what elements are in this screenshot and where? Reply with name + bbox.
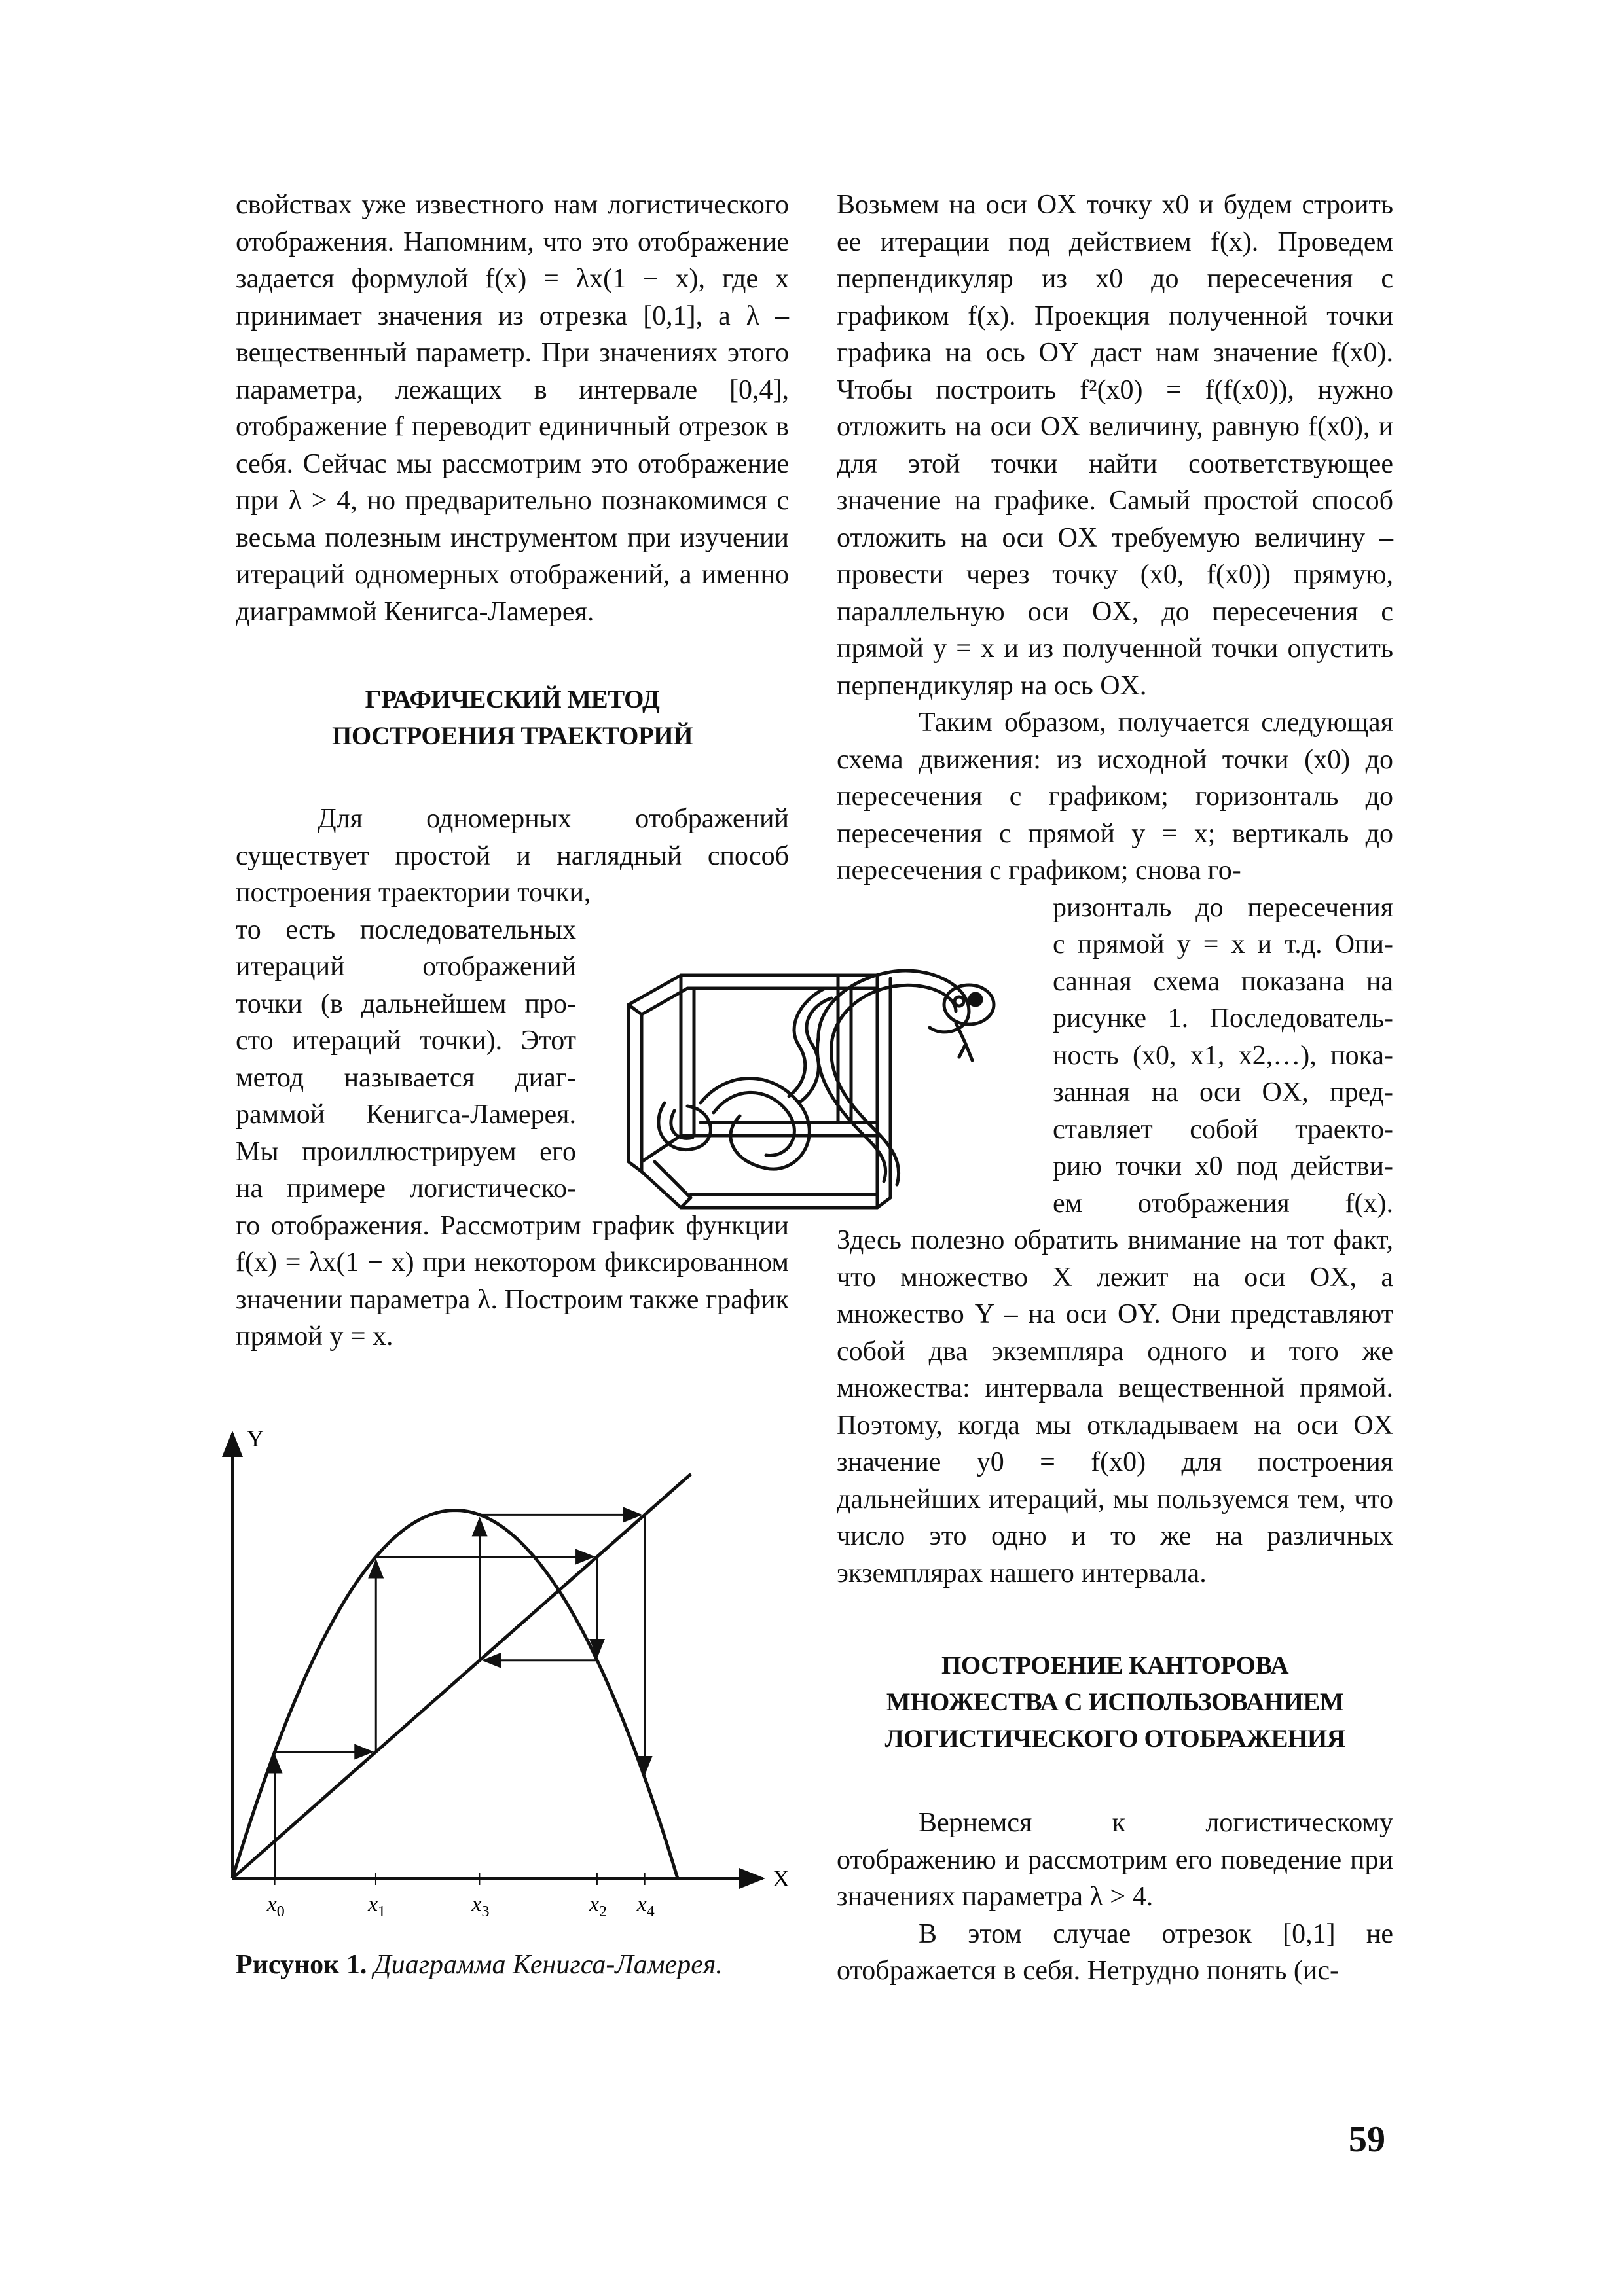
left-line: метод называется диаг- bbox=[236, 1062, 576, 1093]
left-paragraph-1: свойствах уже известного нам логистического отображения. Напомним, что это отображение задается формулой f(x) = λx(1 − x), где x принимает значения из отрезка [0,1], а λ – вещественный параметр. При значениях этого параметра, лежащих в интервале [0,4], отображение f переводит единичный отрезок в себя. Сейчас мы рассмотрим это отображение при λ > 4, но предварительно познакомимся с весьма полезным инструментом при изучении итераций одномерных отображений, а именно диаграммой Кенигса-Ламерея. bbox=[236, 190, 789, 627]
y-axis-label: Y bbox=[247, 1426, 264, 1452]
right-paragraph-4: В этом случае отрезок [0,1] не отображается в себя. Нетрудно понять (ис- bbox=[837, 1918, 1393, 1986]
left-line: раммой Кенигса-Ламерея. bbox=[236, 1100, 576, 1130]
section-heading-2 bbox=[837, 1647, 1393, 1757]
left-line: Мы проиллюстрируем его bbox=[236, 1136, 576, 1167]
left-line: точки (в дальнейшем про- bbox=[236, 988, 576, 1019]
right-line: ность (x0, x1, x2,…), пока- bbox=[1053, 1040, 1393, 1071]
right-line: ставляет собой траекто- bbox=[1053, 1114, 1393, 1145]
parabola-curve bbox=[232, 1511, 678, 1879]
right-line: санная схема показана на bbox=[1053, 966, 1393, 997]
x-tick-label: $x_0$ bbox=[266, 1892, 285, 1920]
left-paragraph-2-end: го отображения. Рассмотрим график функции f(x) = λx(1 − x) при некотором фиксированном значении параметра λ. Построим также график прямой y = x. bbox=[236, 1210, 789, 1352]
section-heading-1 bbox=[236, 681, 789, 755]
x-axis-label: X bbox=[773, 1865, 790, 1892]
x-tick-label: $x_3$ bbox=[471, 1892, 490, 1920]
right-paragraph-3: Вернемся к логистическому отображению и рассмотрим его поведение при значениях параметра λ > 4. bbox=[837, 1808, 1393, 1912]
right-column bbox=[837, 187, 1393, 1990]
heading1-line2: ПОСТРОЕНИЯ ТРАЕКТОРИЙ bbox=[332, 722, 693, 750]
heading2-line3: ЛОГИСТИЧЕСКОГО ОТОБРАЖЕНИЯ bbox=[884, 1725, 1345, 1753]
x-tick-label: $x_2$ bbox=[589, 1892, 608, 1920]
right-paragraph-2-end: Здесь полезно обратить внимание на тот факт, что множество X лежит на оси OX, а множество Y – на оси OY. Они представляют собой два экземпляра одного и того же множества: интервала вещественной прямой. Поэтому, когда мы откладываем на оси OX значение y0 = f(x0) для построения дальнейших итераций, мы пользуемся тем, что число это одно и то же на различных экземплярах нашего интервала. bbox=[837, 1225, 1393, 1588]
heading2-line2: МНОЖЕСТВА С ИСПОЛЬЗОВАНИЕМ bbox=[886, 1688, 1344, 1716]
left-line: на примере логистическо- bbox=[236, 1174, 576, 1204]
right-line: рисунке 1. Последователь- bbox=[1053, 1003, 1393, 1033]
x-tick-label: $x_1$ bbox=[367, 1892, 386, 1920]
left-line: то есть последовательных bbox=[236, 914, 576, 945]
caption-text: Диаграмма Кенигса-Ламерея. bbox=[373, 1950, 723, 1980]
right-line: ем отображения f(x). bbox=[1053, 1188, 1393, 1219]
left-wrapped-lines bbox=[236, 912, 576, 1208]
left-line: итераций отображений bbox=[236, 952, 576, 982]
right-line: рию точки x0 под действи- bbox=[1053, 1151, 1393, 1181]
page-number: 59 bbox=[1349, 2119, 1385, 2160]
figure-caption bbox=[236, 1949, 799, 1981]
right-line: с прямой y = x и т.д. Опи- bbox=[1053, 929, 1393, 960]
x-tick-label: $x_4$ bbox=[636, 1892, 655, 1920]
right-paragraph-1: Возьмем на оси OX точку x0 и будем строить ее итерации под действием f(x). Проведем перпендикуляр из x0 до пересечения с графиком f(x). Проекция полученной точки графика на ось OY даст нам значение f(x0). Чтобы построить f²(x0) = f(f(x0)), нужно отложить на оси OX величину, равную f(x0), и для этой точки найти соответствующее значение на графике. Самый простой способ отложить на оси OX требуемую величину – провести через точку (x0, f(x0)) прямую, параллельную оси OX, до пересечения с прямой y = x и из полученной точки опустить перпендикуляр на ось OX. bbox=[837, 190, 1393, 701]
heading1-line1: ГРАФИЧЕСКИЙ МЕТОД bbox=[365, 685, 660, 713]
right-paragraph-2: Таким образом, получается следующая схема движения: из исходной точки (x0) до пересечения с графиком; горизонталь до пересечения с прямой y = x; вертикаль до пересечения с графиком; снова го- bbox=[837, 708, 1393, 886]
right-wrapped-lines bbox=[1053, 889, 1393, 1223]
right-line: ризонталь до пересечения bbox=[1053, 892, 1393, 923]
left-line: сто итераций точки). Этот bbox=[236, 1026, 576, 1056]
caption-label: Рисунок 1. bbox=[236, 1950, 367, 1980]
diagonal-line bbox=[232, 1474, 691, 1878]
right-line: занная на оси OX, пред- bbox=[1053, 1077, 1393, 1107]
left-paragraph-2: Для одномерных отображений существует простой и наглядный способ построения траектории точки, bbox=[236, 804, 789, 908]
heading2-line1: ПОСТРОЕНИЕ КАНТОРОВА bbox=[941, 1651, 1288, 1679]
cobweb-diagram bbox=[216, 1417, 792, 1928]
